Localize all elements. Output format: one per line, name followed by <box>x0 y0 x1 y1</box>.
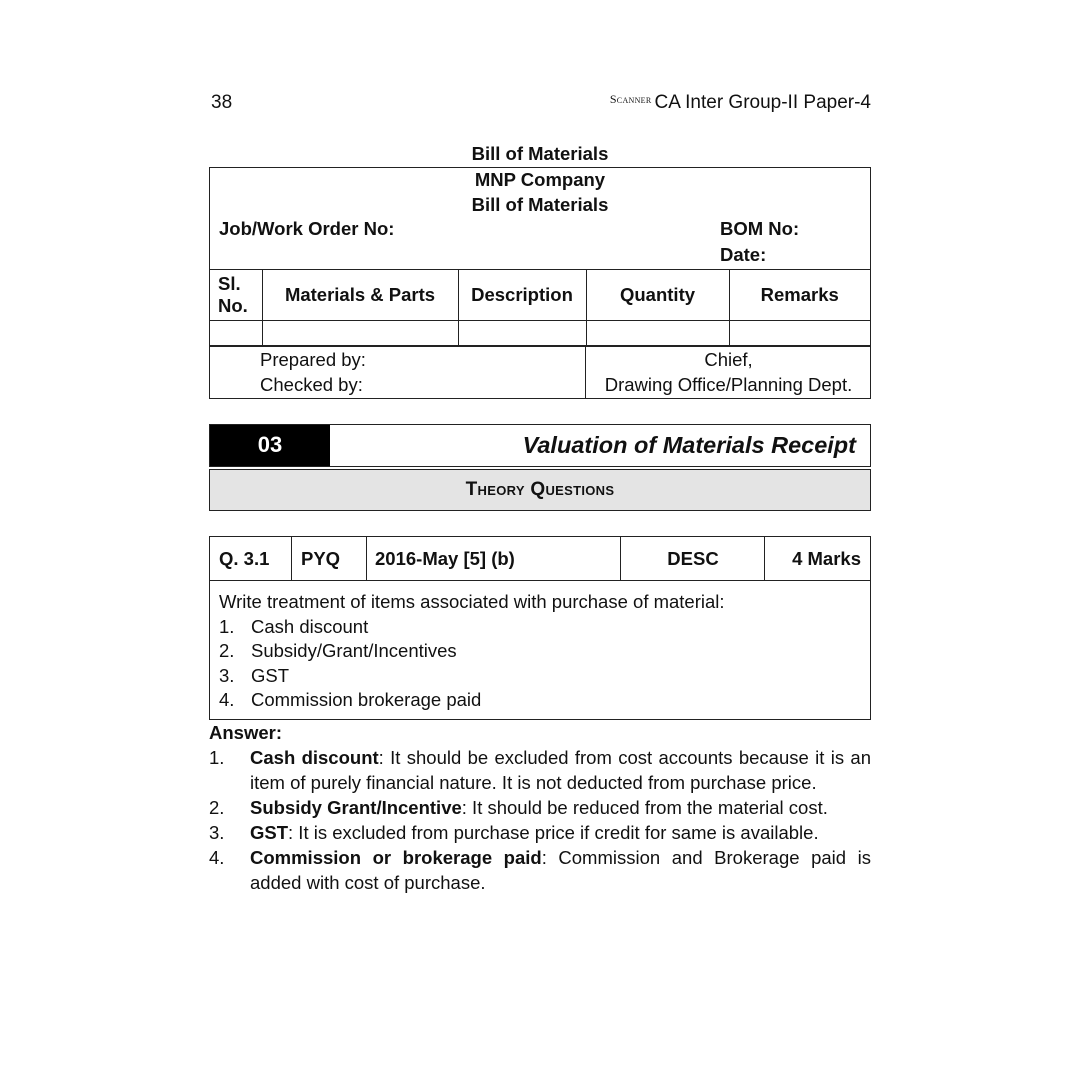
page-number: 38 <box>211 92 233 113</box>
department-label: Drawing Office/Planning Dept. <box>604 374 853 395</box>
question-category: DESC <box>667 548 719 569</box>
list-text: Commission brokerage paid <box>251 689 482 710</box>
col-header-materials: Materials & Parts <box>262 270 458 321</box>
answer-text <box>250 820 871 845</box>
bom-company: MNP Company <box>474 169 606 190</box>
answer-term: GST <box>250 822 289 843</box>
answer-explanation: : It should be reduced from the material cost. <box>461 797 828 818</box>
answer-explanation: : It is excluded from purchase price if credit for same is available. <box>288 822 819 843</box>
answer-number: 1. <box>209 747 225 768</box>
answer-text <box>250 795 871 820</box>
answer-text <box>250 745 871 795</box>
list-item <box>219 615 861 640</box>
scanner-logo: Scanner <box>609 92 652 106</box>
answer-item <box>209 845 871 895</box>
running-title <box>610 92 871 114</box>
col-header-sl-no-line1: Sl. <box>218 273 241 294</box>
question-type: PYQ <box>301 548 341 569</box>
answer-section <box>209 720 871 895</box>
chief-label: Chief, <box>704 349 753 370</box>
answer-item <box>209 795 871 820</box>
list-item <box>219 688 861 713</box>
list-text: Cash discount <box>251 615 369 637</box>
answer-explanation: : It should be excluded from cost accounts because it is an item of purely financial nature. It is not deducted from purchase price. <box>250 747 871 793</box>
table-cell <box>586 321 729 346</box>
chapter-title: Valuation of Materials Receipt <box>522 432 856 458</box>
bom-form-footer <box>210 346 870 398</box>
table-cell <box>210 321 262 346</box>
answer-list <box>209 745 871 895</box>
meta-divider <box>366 537 367 580</box>
bom-caption: Bill of Materials <box>471 143 609 164</box>
question-prompt: Write treatment of items associated with purchase of material: <box>219 591 725 612</box>
table-cell <box>729 321 870 346</box>
answer-number: 3. <box>209 822 225 843</box>
running-title-text: CA Inter Group-II Paper-4 <box>654 92 871 113</box>
list-text: GST <box>251 664 290 686</box>
table-cell <box>458 321 586 346</box>
question-exam: 2016-May [5] (b) <box>375 548 515 569</box>
prepared-by: Prepared by: <box>260 349 366 370</box>
answer-explanation: : Commission and Brokerage paid is added with cost of purchase. <box>250 847 871 893</box>
col-header-description: Description <box>458 270 586 321</box>
footer-divider <box>585 347 586 398</box>
date-label: Date: <box>720 244 767 265</box>
question-marks: 4 Marks <box>792 548 861 569</box>
question-meta <box>210 537 870 581</box>
answer-item <box>209 745 871 795</box>
list-item <box>219 664 861 689</box>
bom-no-label: BOM No: <box>720 218 800 239</box>
table-row <box>210 321 870 346</box>
answer-number: 4. <box>209 847 225 868</box>
meta-divider <box>291 537 292 580</box>
page-header <box>209 92 871 114</box>
chapter-heading <box>209 424 871 467</box>
answer-term: Subsidy Grant/Incentive <box>250 797 462 818</box>
bom-form <box>209 167 871 399</box>
answer-label: Answer: <box>209 722 282 743</box>
question-body <box>210 581 870 719</box>
checked-by: Checked by: <box>260 374 363 395</box>
question-id: Q. 3.1 <box>219 548 270 569</box>
answer-text <box>250 845 871 895</box>
bom-form-header <box>210 168 870 270</box>
list-number: 3. <box>219 664 235 686</box>
job-order-label: Job/Work Order No: <box>219 218 395 239</box>
meta-divider <box>620 537 621 580</box>
table-cell <box>262 321 458 346</box>
list-number: 4. <box>219 689 235 710</box>
chapter-number: 03 <box>210 425 330 466</box>
list-text: Subsidy/Grant/Incentives <box>251 640 457 661</box>
answer-item <box>209 820 871 845</box>
meta-divider <box>764 537 765 580</box>
list-number: 1. <box>219 615 235 637</box>
col-header-sl-no-line2: No. <box>218 295 248 316</box>
question-box <box>209 536 871 720</box>
col-header-remarks: Remarks <box>729 270 870 321</box>
answer-number: 2. <box>209 797 225 818</box>
question-list <box>219 615 861 713</box>
bom-subtitle: Bill of Materials <box>471 194 609 215</box>
answer-term: Commission or brokerage paid <box>250 847 542 868</box>
col-header-sl-no <box>210 270 262 321</box>
list-item <box>219 639 861 664</box>
bom-table-header-row <box>210 270 870 321</box>
section-title: Theory Questions <box>209 469 871 511</box>
bom-table <box>210 270 870 346</box>
list-number: 2. <box>219 640 235 661</box>
col-header-quantity: Quantity <box>586 270 729 321</box>
answer-term: Cash discount <box>250 747 379 768</box>
